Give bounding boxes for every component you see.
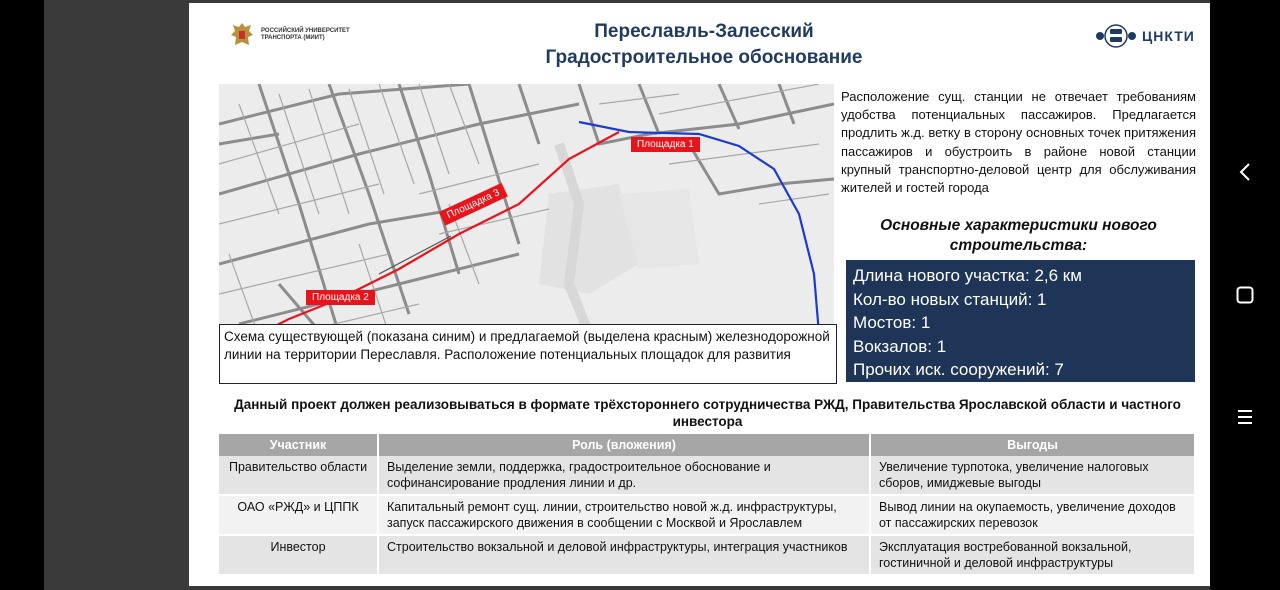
slide-title (419, 19, 989, 71)
map-label-site2: Площадка 2 (306, 290, 375, 305)
characteristic-item: Кол-во новых станций: 1 (853, 289, 1047, 309)
characteristic-item: Вокзалов: 1 (853, 336, 947, 356)
cell-role: Выделение земли, поддержка, градостроительное обоснование и софинансирование продления линии и др. (378, 456, 870, 495)
cnkti-logo-text: ЦНКТИ (1142, 28, 1195, 44)
characteristics-title: Основные характеристики нового строительства: (880, 217, 1157, 254)
map-label-site3: Площадка 3 (439, 183, 508, 226)
characteristic-item: Прочих иск. сооружений: 7 (853, 360, 1064, 379)
eagle-emblem-icon (229, 21, 255, 49)
participants-table (219, 434, 1196, 576)
table-row (219, 456, 1195, 495)
cell-benefit: Увеличение турпотока, увеличение налоговых сборов, имиджевые выгоды (870, 456, 1195, 495)
cell-role: Капитальный ремонт сущ. линии, строительство новой ж.д. инфраструктуры, запуск пассажирского движения в сообщении с Москвой и Ярославлем (378, 495, 870, 535)
home-button[interactable] (1210, 275, 1280, 315)
recent-apps-button[interactable] (1210, 397, 1280, 437)
square-icon (1236, 286, 1254, 304)
cell-participant: Правительство области (219, 456, 378, 495)
map-caption: Схема существующей (показана синим) и предлагаемой (выделена красным) железнодорожной линии на территории Переславля. Расположение потенциальных площадок для развития (219, 324, 837, 384)
back-button[interactable] (1210, 152, 1280, 192)
chevron-left-icon (1238, 162, 1252, 182)
title-line1: Переславль-Залесский (594, 21, 814, 42)
table-row (219, 495, 1195, 535)
university-logo (229, 21, 351, 49)
cell-role: Строительство вокзальной и деловой инфраструктуры, интеграция участников (378, 535, 870, 575)
cell-participant: Инвестор (219, 535, 378, 575)
title-line2: Градостроительное обоснование (545, 47, 863, 68)
characteristic-item: Длина нового участка: 2,6 км (853, 266, 1082, 285)
menu-icon (1236, 408, 1254, 426)
header-participant: Участник (219, 434, 378, 456)
table-header-row (219, 434, 1195, 456)
characteristics-box (846, 260, 1195, 382)
transport-icons-logo-icon (1094, 23, 1138, 49)
header-role: Роль (вложения) (378, 434, 870, 456)
table-row (219, 535, 1195, 575)
cnkti-logo (1094, 23, 1195, 49)
slide (189, 3, 1226, 586)
university-line2: ТРАНСПОРТА (МИИТ) (261, 35, 325, 41)
system-navigation-bar (1210, 0, 1280, 590)
map-label-site1: Площадка 1 (631, 137, 700, 152)
header-benefit: Выгоды (870, 434, 1195, 456)
project-description: Расположение сущ. станции не отвечает требованиям удобства потенциальных пассажиров. Предлагается продлить ж.д. ветку в сторону основных точек притяжения пассажиров и обустроить в районе новой станции крупный транспортно-деловой центр для обслуживания жителей и гостей города (841, 89, 1196, 196)
university-line1: РОССИЙСКИЙ УНИВЕРСИТЕТ (261, 28, 350, 34)
left-black-bar (0, 0, 44, 590)
cooperation-statement: Данный проект должен реализовываться в формате трёхстороннего сотрудничества РЖД, Правительства Ярославской области и частного инвестора (234, 397, 1181, 429)
cell-benefit: Эксплуатация востребованной вокзальной, гостиничной и деловой инфраструктуры (870, 535, 1195, 575)
presentation-stage (44, 0, 1210, 590)
characteristic-item: Мостов: 1 (853, 313, 931, 332)
cell-participant: ОАО «РЖД» и ЦППК (219, 495, 378, 535)
cell-benefit: Вывод линии на окупаемость, увеличение доходов от пассажирских перевозок (870, 495, 1195, 535)
